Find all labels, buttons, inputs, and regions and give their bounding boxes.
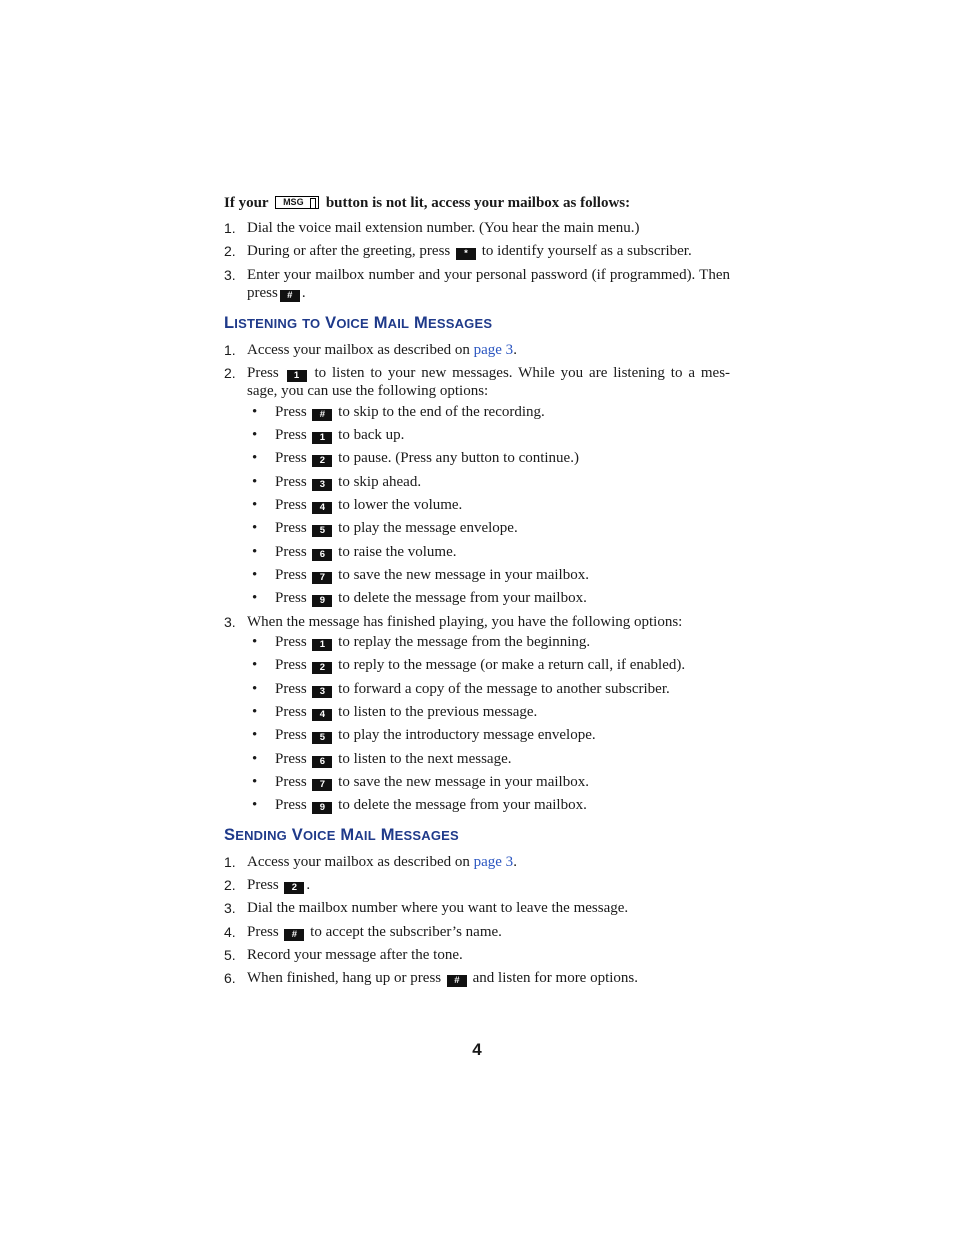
pound-key-icon: #	[447, 975, 467, 987]
step-number: 1.	[224, 220, 236, 236]
key-9-icon: 9	[312, 595, 332, 607]
option-text: to skip to the end of the recording.	[338, 403, 545, 420]
step-number: 1.	[224, 853, 236, 870]
bullet-icon: •	[252, 703, 258, 720]
msg-lamp-icon	[310, 198, 316, 209]
bullet-icon: •	[252, 634, 258, 651]
key-5-icon: 5	[312, 732, 332, 744]
listening-step-1	[224, 341, 730, 360]
step-number: 4.	[224, 923, 236, 940]
intro-text-after: button is not lit, access your mailbox as follows:	[325, 195, 631, 211]
bullet-icon: •	[252, 427, 258, 444]
heading-fragment: M	[373, 313, 388, 332]
option-item	[247, 773, 730, 792]
key-3-icon: 3	[312, 686, 332, 698]
option-item	[247, 703, 730, 722]
option-item	[247, 566, 730, 585]
sending-step-5	[224, 946, 730, 965]
option-text: to save the new message in your mailbox.	[338, 773, 589, 790]
heading-fragment: M	[414, 313, 428, 332]
sending-step-6	[224, 969, 730, 988]
bullet-icon: •	[252, 543, 258, 560]
heading-fragment: ESSAGES	[394, 827, 459, 843]
heading-fragment: OICE	[303, 827, 336, 843]
option-press: Press	[275, 657, 307, 674]
bullet-icon: •	[252, 680, 258, 697]
option-press: Press	[275, 634, 307, 651]
sending-heading	[224, 824, 730, 847]
key-9-icon: 9	[312, 802, 332, 814]
key-2-icon: 2	[312, 455, 332, 467]
option-item	[247, 589, 730, 608]
option-item	[247, 750, 730, 769]
option-press: Press	[275, 450, 307, 467]
option-text: to save the new message in your mailbox.	[338, 566, 589, 583]
option-item	[247, 680, 730, 699]
step-text: to accept the subscriber’s name.	[310, 923, 502, 940]
option-text: to listen to the next message.	[338, 750, 512, 767]
listening-step-3	[224, 613, 730, 815]
option-text: to listen to the previous message.	[338, 703, 538, 720]
option-press: Press	[275, 520, 307, 537]
option-press: Press	[275, 543, 307, 560]
option-text: to replay the message from the beginning.	[338, 634, 591, 651]
option-text: to play the message envelope.	[338, 520, 518, 537]
listening-steps	[224, 341, 730, 815]
access-step-3	[224, 266, 730, 303]
listening-step-2	[224, 364, 730, 608]
key-4-icon: 4	[312, 502, 332, 514]
heading-fragment: AIL	[354, 827, 376, 843]
bullet-icon: •	[252, 473, 258, 490]
option-item	[247, 496, 730, 515]
step-text: Record your message after the tone.	[247, 946, 463, 963]
bullet-icon: •	[252, 590, 258, 607]
heading-fragment: L	[224, 313, 235, 332]
after-playback-options	[247, 633, 730, 815]
key-6-icon: 6	[312, 549, 332, 561]
sending-step-1	[224, 853, 730, 872]
bullet-icon: •	[252, 566, 258, 583]
step-text: Dial the voice mail extension number. (You hear the main menu.)	[247, 220, 640, 236]
bullet-icon: •	[252, 797, 258, 814]
option-text: to delete the message from your mailbox.	[338, 590, 587, 607]
option-press: Press	[275, 750, 307, 767]
bullet-icon: •	[252, 497, 258, 514]
option-press: Press	[275, 590, 307, 607]
option-text: to reply to the message (or make a return call, if enabled).	[338, 657, 686, 674]
key-7-icon: 7	[312, 572, 332, 584]
step-text: Access your mailbox as described on	[247, 853, 470, 870]
step-number: 3.	[224, 266, 236, 283]
page-content	[224, 194, 730, 992]
heading-fragment: M	[380, 825, 395, 844]
option-item	[247, 519, 730, 538]
page-3-link[interactable]: page 3	[473, 853, 514, 870]
step-text: Press	[247, 923, 279, 940]
step-text: Enter your mailbox number and your personal password (if programmed). Then press	[247, 266, 730, 302]
bullet-icon: •	[252, 403, 258, 420]
page-3-link[interactable]: page 3	[473, 341, 514, 358]
step-number: 1.	[224, 341, 236, 358]
step-text: Access your mailbox as described on	[247, 341, 470, 358]
step-number: 2.	[224, 243, 236, 260]
sending-step-3	[224, 899, 730, 918]
key-pound-icon: #	[312, 409, 332, 421]
heading-fragment: V	[291, 825, 303, 844]
pound-key-icon: #	[284, 929, 304, 941]
access-step-2	[224, 242, 730, 261]
option-text: to lower the volume.	[338, 497, 463, 514]
option-press: Press	[275, 497, 307, 514]
option-press: Press	[275, 403, 307, 420]
intro-text-before: If your	[224, 195, 269, 211]
heading-fragment: OICE	[336, 315, 369, 331]
heading-fragment: S	[224, 825, 236, 844]
option-item	[247, 473, 730, 492]
option-press: Press	[275, 566, 307, 583]
option-text: to delete the message from your mailbox.	[338, 797, 587, 814]
key-1-icon: 1	[312, 432, 332, 444]
option-text: to raise the volume.	[338, 543, 457, 560]
msg-button-icon	[275, 196, 319, 209]
option-text: to skip ahead.	[338, 473, 422, 490]
option-press: Press	[275, 703, 307, 720]
intro-instruction	[224, 194, 730, 212]
key-2-icon: 2	[312, 662, 332, 674]
step-text: and listen for more options.	[472, 970, 639, 987]
step-number: 3.	[224, 613, 236, 630]
key-1-icon: 1	[287, 370, 307, 382]
step-text: When the message has finished playing, you have the following options:	[247, 613, 683, 630]
option-press: Press	[275, 727, 307, 744]
key-1-icon: 1	[312, 639, 332, 651]
step-text: .	[306, 876, 311, 893]
step-text: .	[513, 853, 517, 870]
bullet-icon: •	[252, 657, 258, 674]
heading-fragment: ISTENING	[234, 315, 298, 331]
option-item	[247, 543, 730, 562]
heading-fragment: ESSAGES	[427, 315, 493, 331]
step-text: .	[301, 285, 306, 302]
option-item	[247, 426, 730, 445]
listening-heading	[224, 312, 730, 335]
step-number: 3.	[224, 900, 236, 917]
step-number: 2.	[224, 876, 236, 893]
step-text: Press	[247, 364, 279, 381]
key-2-icon: 2	[284, 882, 304, 894]
page-number: 4	[472, 1040, 482, 1059]
heading-fragment: M	[340, 825, 355, 844]
bullet-icon: •	[252, 450, 258, 467]
heading-fragment: ENDING	[235, 827, 287, 843]
option-item	[247, 726, 730, 745]
option-item	[247, 656, 730, 675]
step-text: to listen to your new messages. While you are listening to a mes-sage, you can use the following options:	[247, 364, 731, 400]
access-steps	[224, 219, 730, 303]
key-3-icon: 3	[312, 479, 332, 491]
step-number: 6.	[224, 970, 236, 987]
option-text: to play the introductory message envelope.	[338, 727, 596, 744]
option-press: Press	[275, 797, 307, 814]
listening-options	[247, 403, 730, 608]
key-7-icon: 7	[312, 779, 332, 791]
option-press: Press	[275, 773, 307, 790]
heading-fragment: AIL	[387, 315, 410, 331]
key-4-icon: 4	[312, 709, 332, 721]
star-key-icon: *	[456, 248, 476, 260]
heading-fragment: TO	[302, 315, 321, 331]
key-5-icon: 5	[312, 525, 332, 537]
key-6-icon: 6	[312, 756, 332, 768]
step-number: 2.	[224, 364, 236, 381]
bullet-icon: •	[252, 520, 258, 537]
step-text: During or after the greeting, press	[247, 243, 451, 260]
step-text: .	[513, 341, 517, 358]
sending-step-2	[224, 876, 730, 895]
option-text: to forward a copy of the message to another subscriber.	[338, 680, 670, 697]
sending-step-4	[224, 923, 730, 942]
option-text: to pause. (Press any button to continue.)	[338, 450, 579, 467]
step-text: When finished, hang up or press	[247, 970, 442, 987]
sending-steps	[224, 853, 730, 988]
step-text: Dial the mailbox number where you want to leave the message.	[247, 900, 629, 917]
heading-fragment: V	[325, 313, 337, 332]
bullet-icon: •	[252, 727, 258, 744]
step-number: 5.	[224, 946, 236, 963]
step-text: Press	[247, 876, 279, 893]
pound-key-icon: #	[280, 290, 300, 302]
option-text: to back up.	[338, 427, 405, 444]
option-press: Press	[275, 473, 307, 490]
option-item	[247, 449, 730, 468]
option-item	[247, 403, 730, 422]
msg-button-label: MSG	[283, 197, 304, 207]
option-press: Press	[275, 680, 307, 697]
access-step-1	[224, 219, 730, 238]
step-text: to identify yourself as a subscriber.	[481, 243, 692, 260]
option-press: Press	[275, 427, 307, 444]
option-item	[247, 633, 730, 652]
bullet-icon: •	[252, 773, 258, 790]
bullet-icon: •	[252, 750, 258, 767]
option-item	[247, 796, 730, 815]
